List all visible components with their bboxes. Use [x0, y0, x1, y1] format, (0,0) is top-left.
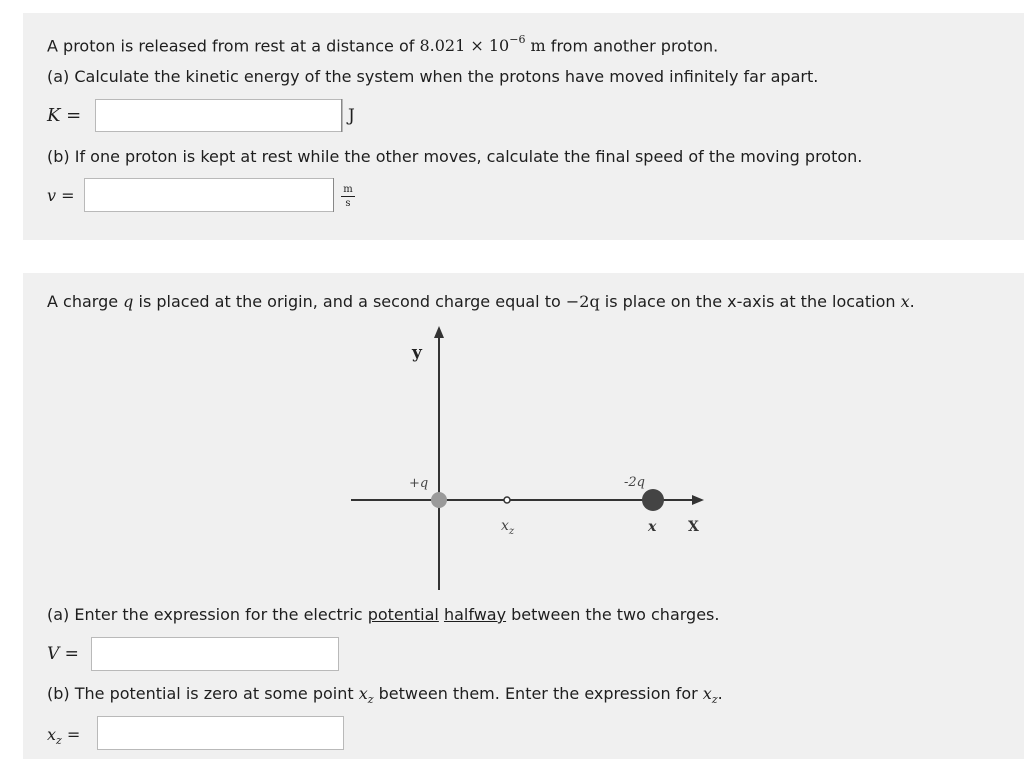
V-label: V = [47, 644, 79, 664]
V-input[interactable] [91, 637, 339, 671]
q2-intro-text: A charge [47, 292, 124, 311]
y-axis-label: y [412, 343, 422, 363]
K-label-text: K = [47, 105, 82, 126]
q1-distance-exponent: −6 [509, 33, 526, 46]
K-input[interactable] [95, 99, 343, 132]
v-unit [341, 184, 355, 209]
q2-part-b-xz2-sub: z [711, 693, 718, 707]
xz-point-label-x: x [501, 518, 509, 534]
q1-part-a-prompt: (a) Calculate the kinetic energy of the system when the protons have moved infinitely far apart. [47, 67, 819, 86]
potential-link[interactable]: potential [367, 605, 439, 624]
q2-part-b-xz-sub: z [367, 693, 374, 707]
q2-part-b-mid: between them. Enter the expression for [373, 684, 703, 703]
q2-part-b-end: . [717, 684, 723, 703]
v-unit-fraction-bar [341, 196, 355, 197]
q2-intro-q: q [123, 292, 134, 311]
y-axis-arrow-icon [434, 326, 444, 338]
q2-part-a-prompt [47, 605, 719, 625]
positive-charge-label: +q [409, 476, 429, 491]
charge-diagram [330, 322, 730, 592]
q1-intro-text: A proton is released from rest at a distance of [47, 36, 420, 56]
xz-input[interactable] [97, 716, 344, 750]
K-unit: J [348, 106, 355, 126]
xz-point-icon [504, 497, 510, 503]
x-axis-label: X [688, 519, 699, 535]
xz-field-label [47, 725, 80, 751]
q1-distance-mantissa: 8.021 × 10 [419, 36, 510, 56]
x-axis-arrow-icon [692, 495, 704, 505]
xz-field-label-x: x [47, 725, 57, 744]
q2-intro-mid2: is place on the x-axis at the location [599, 292, 901, 311]
q2-part-b-prompt [47, 684, 723, 710]
positive-charge-icon [431, 492, 447, 508]
q2-part-b-xz2: x [702, 684, 712, 703]
v-unit-numerator: m [343, 184, 353, 195]
q2-part-a-text: (a) Enter the expression for the electric [47, 605, 368, 624]
v-input[interactable] [84, 178, 334, 212]
xz-field-label-eq: = [61, 725, 81, 744]
q2-part-b-xz: x [358, 684, 368, 703]
halfway-link[interactable]: halfway [443, 605, 507, 624]
xz-point-label-sub: z [508, 526, 515, 537]
charge-position-label: x [648, 519, 657, 535]
q2-part-b-text: (b) The potential is zero at some point [47, 684, 359, 703]
q1-intro [47, 32, 718, 56]
q2-intro-mid: is placed at the origin, and a second charge equal to [133, 292, 566, 311]
q2-intro-end: . [909, 292, 915, 311]
v-input-right-edge [333, 178, 334, 212]
negative-charge-label: -2q [624, 475, 645, 490]
q1-distance-unit: m [525, 36, 546, 56]
v-label: v = [47, 186, 75, 205]
negative-charge-icon [642, 489, 664, 511]
xz-point-label [501, 518, 515, 537]
v-unit-denominator: s [345, 198, 351, 209]
K-label [47, 106, 81, 126]
xz-field-label-sub: z [56, 734, 62, 748]
K-input-right-edge [341, 99, 342, 132]
q2-part-a-end: between the two charges. [506, 605, 720, 624]
q2-intro [47, 292, 915, 312]
q1-distance-value [419, 33, 546, 56]
q2-intro-charge: −2q [565, 292, 600, 311]
q1-intro-end: from another proton. [545, 36, 719, 56]
q2-intro-x: x [900, 292, 910, 311]
q1-part-b-prompt: (b) If one proton is kept at rest while the other moves, calculate the final speed of the moving proton. [47, 147, 863, 166]
